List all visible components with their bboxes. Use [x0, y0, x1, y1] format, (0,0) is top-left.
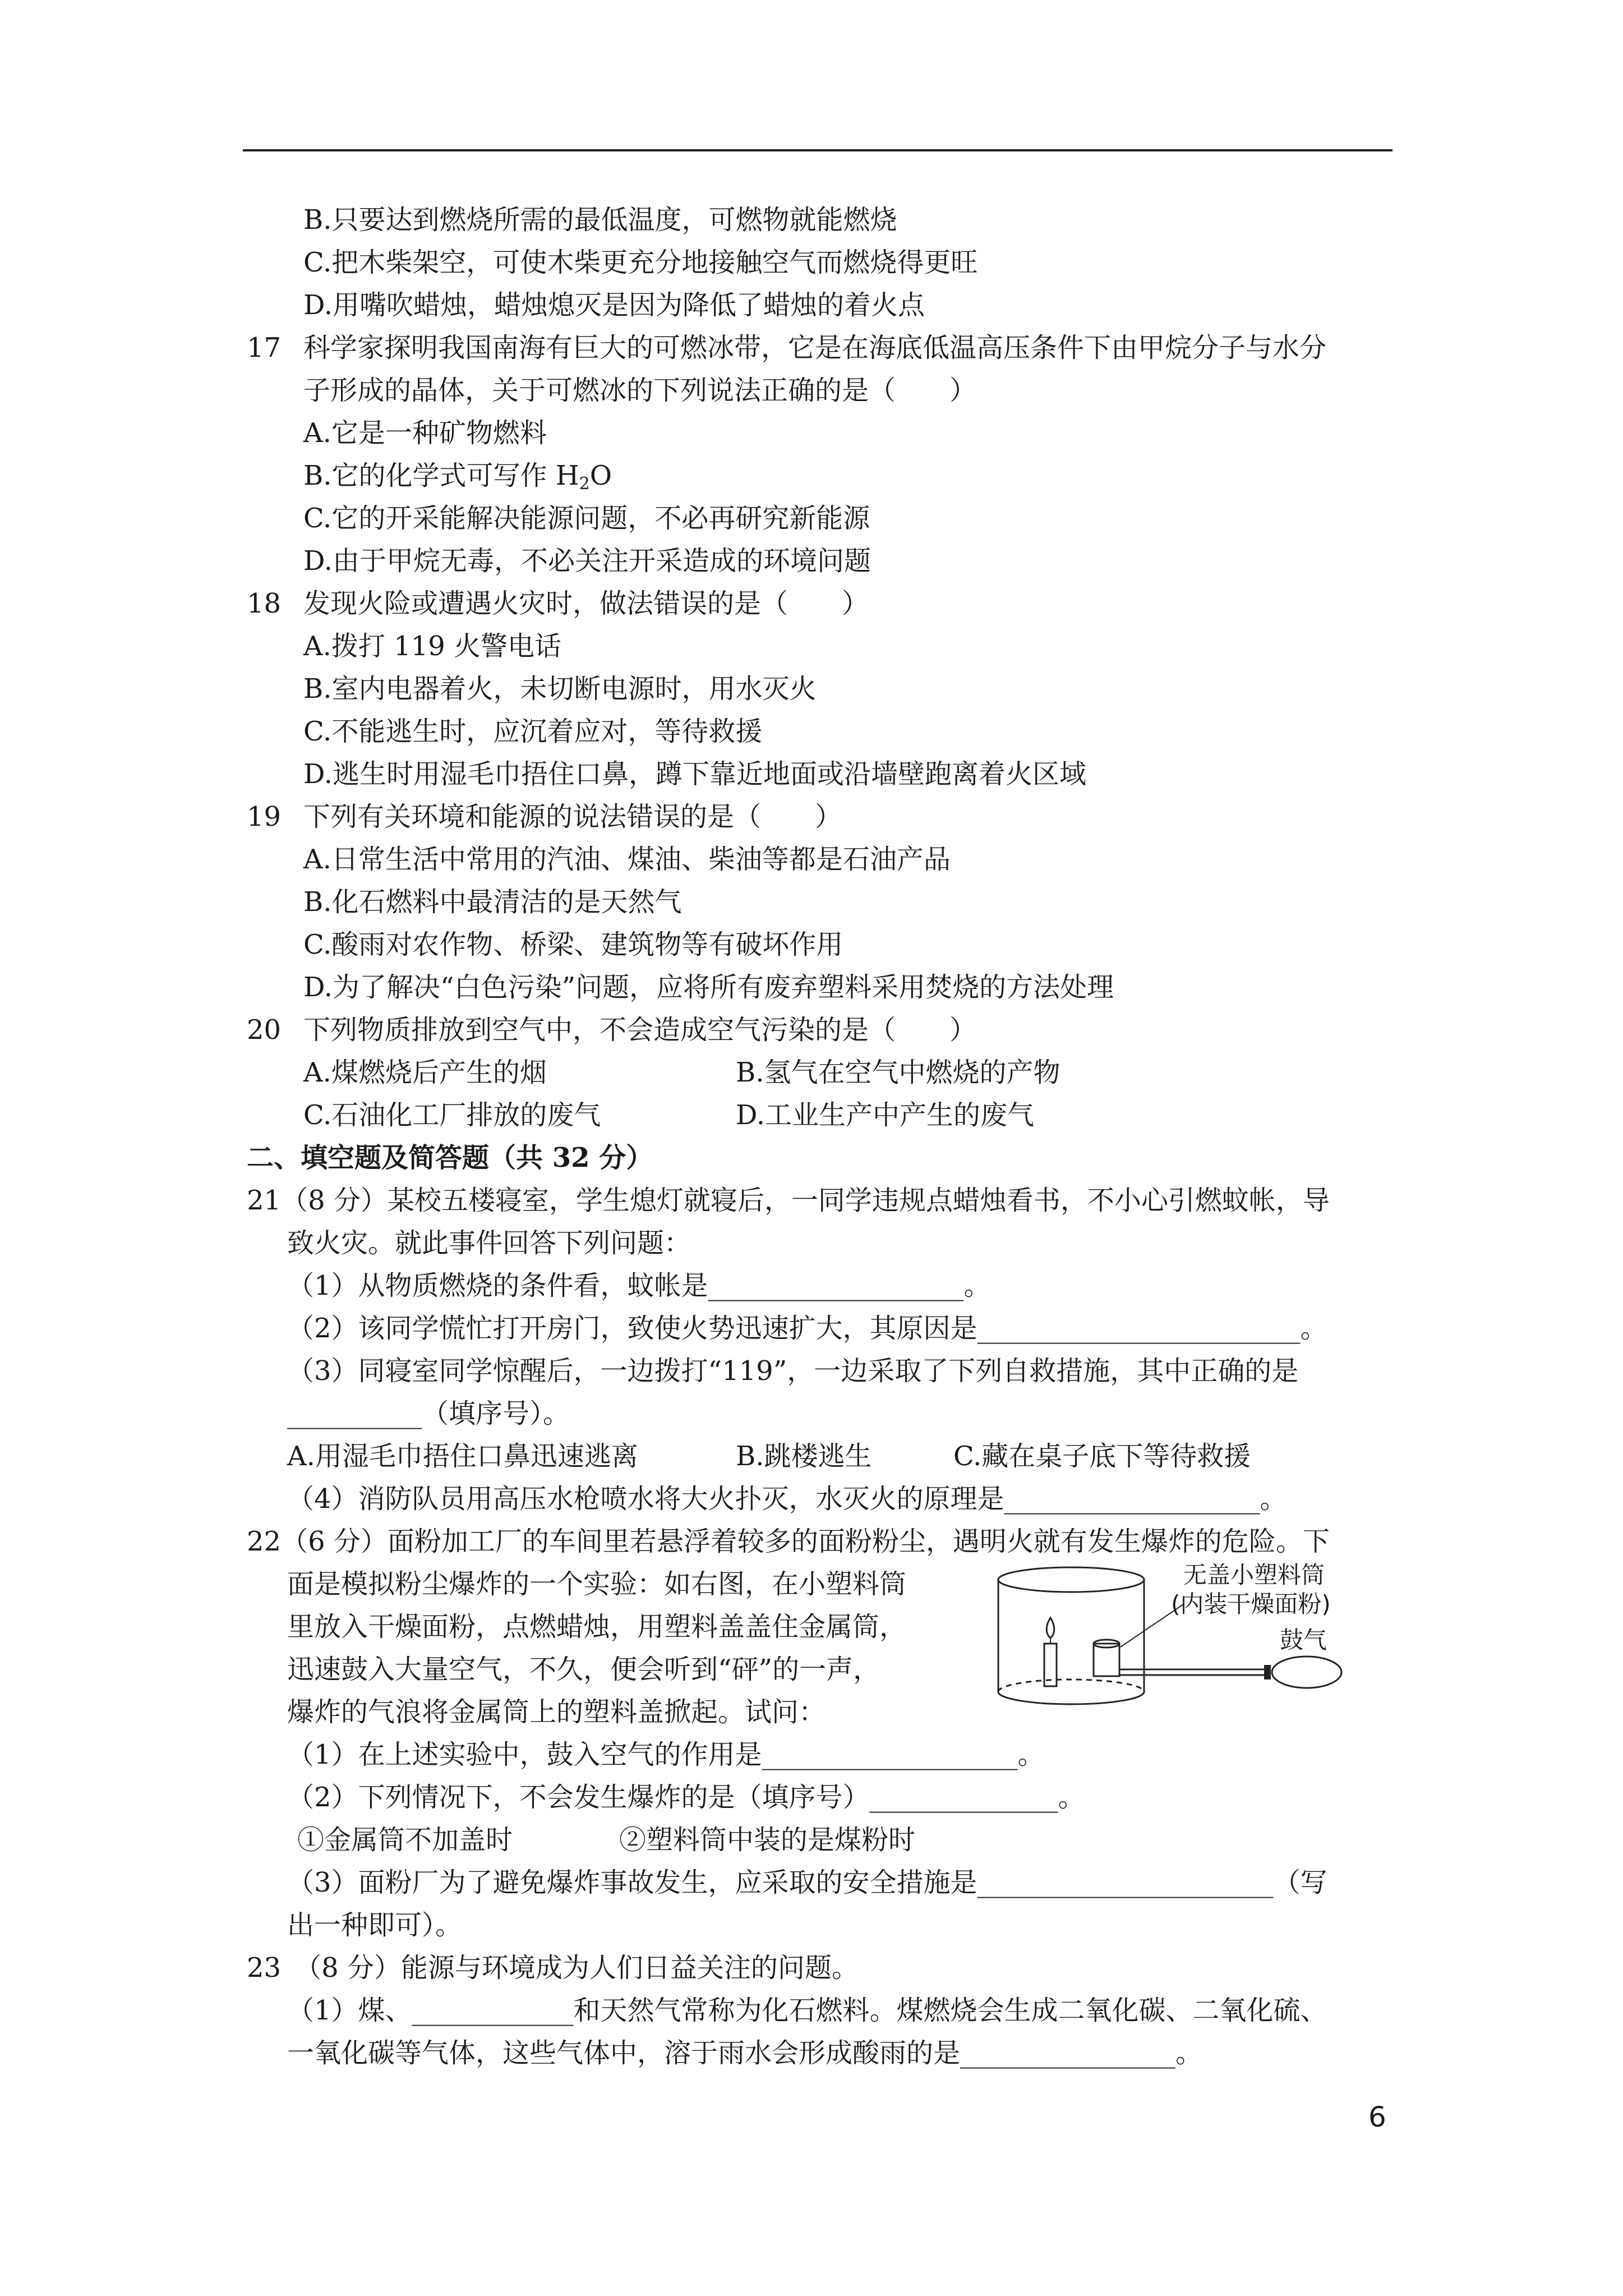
- q16-option-c: C.把木柴架空，可使木柴更充分地接触空气而燃烧得更旺: [303, 247, 978, 278]
- cylinder-top-ellipse: [998, 1567, 1144, 1592]
- q21-part3-blank: __________（填序号）。: [287, 1398, 570, 1429]
- q17-option-c: C.它的开采能解决能源问题，不必再研究新能源: [303, 503, 870, 534]
- q23-part1: （1）煤、____________和天然气常称为化石燃料。煤燃烧会生成二氧化碳、二氧化硫、: [287, 1995, 1327, 2026]
- q23-stem: 23 （8 分）能源与环境成为人们日益关注的问题。: [247, 1952, 859, 1984]
- figure-label-blow: 鼓气: [1280, 1626, 1327, 1654]
- rubber-bulb: [1272, 1657, 1341, 1688]
- q22-stem-line4: 迅速鼓入大量空气，不久，便会听到“砰”的一声，: [287, 1654, 880, 1685]
- q20-option-a: A.煤燃烧后产生的烟: [303, 1057, 547, 1088]
- q17-option-a: A.它是一种矿物燃料: [303, 417, 547, 449]
- q20-stem: 下列物质排放到空气中，不会造成空气污染的是（ ）: [303, 1014, 977, 1046]
- q17-stem-line2: 子形成的晶体，关于可燃冰的下列说法正确的是（ ）: [303, 375, 977, 406]
- dust-explosion-figure: [993, 1559, 1380, 1728]
- candle-flame: [1046, 1618, 1054, 1638]
- q19-number: 19: [247, 801, 282, 832]
- q22-stem-line1: 22（6 分）面粉加工厂的车间里若悬浮着较多的面粉粉尘，遇明火就有发生爆炸的危险。下: [247, 1526, 1330, 1557]
- q17-option-b-subscript: 2: [579, 474, 590, 494]
- page-number: 6: [1368, 2101, 1386, 2133]
- q16-option-b: B.只要达到燃烧所需的最低温度，可燃物就能燃烧: [303, 204, 897, 236]
- q17-option-d: D.由于甲烷无毒，不必关注开采造成的环境问题: [303, 545, 872, 577]
- q21-option-a: A.用湿毛巾捂住口鼻迅速逃离: [287, 1441, 638, 1472]
- q18-option-d: D.逃生时用湿毛巾捂住口鼻，蹲下靠近地面或沿墙壁跑离着火区域: [303, 758, 1087, 790]
- q18-stem: 发现火险或遭遇火灾时，做法错误的是（ ）: [303, 588, 869, 619]
- q22-part3-cont: 出一种即可）。: [287, 1910, 463, 1941]
- q18-number: 18: [247, 588, 282, 619]
- header-rule: [243, 149, 1393, 151]
- q22-stem-line3: 里放入干燥面粉，点燃蜡烛，用塑料盖盖住金属筒，: [287, 1611, 907, 1642]
- q18-option-b: B.室内电器着火，未切断电源时，用水灭火: [303, 673, 817, 705]
- q22-option-2: ②塑料筒中装的是煤粉时: [619, 1824, 916, 1856]
- q21-part2: （2）该同学慌忙打开房门，致使火势迅速扩大，其原因是________________________。: [287, 1313, 1327, 1344]
- q17-option-b-suffix: O: [589, 460, 612, 491]
- q21-option-b: B.跳楼逃生: [736, 1441, 872, 1472]
- figure-label-cup-contents: (内装干燥面粉): [1171, 1590, 1331, 1618]
- small-plastic-cup: [1094, 1644, 1119, 1676]
- q21-option-c: C.藏在桌子底下等待救援: [953, 1441, 1251, 1472]
- q17-stem-line1: 科学家探明我国南海有巨大的可燃冰带，它是在海底低温高压条件下由甲烷分子与水分: [303, 332, 1327, 364]
- q17-number: 17: [247, 332, 282, 364]
- cylinder-bottom-back: [998, 1680, 1144, 1692]
- tube-clamp: [1264, 1665, 1271, 1680]
- q19-option-b: B.化石燃料中最清洁的是天然气: [303, 886, 682, 918]
- q22-option-1: ①金属筒不加盖时: [297, 1824, 513, 1856]
- q20-number: 20: [247, 1014, 282, 1046]
- q22-part3: （3）面粉厂为了避免爆炸事故发生，应采取的安全措施是______________________（写: [287, 1867, 1327, 1898]
- q22-part1: （1）在上述实验中，鼓入空气的作用是___________________。: [287, 1739, 1045, 1770]
- q21-part4: （4）消防队员用高压水枪喷水将大火扑灭，水灭火的原理是___________________。: [287, 1483, 1287, 1515]
- cylinder-bottom-front: [998, 1692, 1144, 1704]
- q19-option-c: C.酸雨对农作物、桥梁、建筑物等有破坏作用: [303, 929, 843, 960]
- q22-part2: （2）下列情况下，不会发生爆炸的是（填序号）______________。: [287, 1782, 1085, 1813]
- q18-option-a: A.拨打 119 火警电话: [303, 631, 562, 662]
- section2-heading: 二、填空题及简答题（共 32 分）: [247, 1142, 653, 1174]
- q21-part3: （3）同寝室同学惊醒后，一边拨打“119”，一边采取了下列自救措施，其中正确的是: [287, 1355, 1299, 1387]
- q16-option-d: D.用嘴吹蜡烛，蜡烛熄灭是因为降低了蜡烛的着火点: [303, 289, 925, 321]
- figure-label-cup: 无盖小塑料筒: [1183, 1561, 1325, 1589]
- q17-option-b-text: B.它的化学式可写作 H: [303, 460, 579, 491]
- q20-option-d: D.工业生产中产生的废气: [736, 1099, 1035, 1131]
- q20-option-b: B.氢气在空气中燃烧的产物: [736, 1057, 1061, 1088]
- q18-option-c: C.不能逃生时，应沉着应对，等待救援: [303, 716, 763, 747]
- q20-option-c: C.石油化工厂排放的废气: [303, 1099, 601, 1131]
- q22-stem-line5: 爆炸的气浪将金属筒上的塑料盖掀起。试问：: [287, 1696, 826, 1728]
- q17-option-b: [303, 458, 612, 502]
- q21-stem-line2: 致火灾。就此事件回答下列问题：: [287, 1227, 691, 1259]
- q23-part1-cont: 一氧化碳等气体，这些气体中，溶于雨水会形成酸雨的是________________。: [287, 2037, 1203, 2069]
- q21-part1: （1）从物质燃烧的条件看，蚊帐是___________________。: [287, 1270, 991, 1301]
- q22-stem-line2: 面是模拟粉尘爆炸的一个实验：如右图，在小塑料筒: [287, 1568, 907, 1600]
- q19-option-a: A.日常生活中常用的汽油、煤油、柴油等都是石油产品: [303, 844, 951, 875]
- q19-option-d: D.为了解决“白色污染”问题，应将所有废弃塑料采用焚烧的方法处理: [303, 972, 1114, 1003]
- q21-stem-line1: 21（8 分）某校五楼寝室，学生熄灯就寝后，一同学违规点蜡烛看书，不小心引燃蚊帐，导: [247, 1185, 1330, 1216]
- q19-stem: 下列有关环境和能源的说法错误的是（ ）: [303, 801, 842, 832]
